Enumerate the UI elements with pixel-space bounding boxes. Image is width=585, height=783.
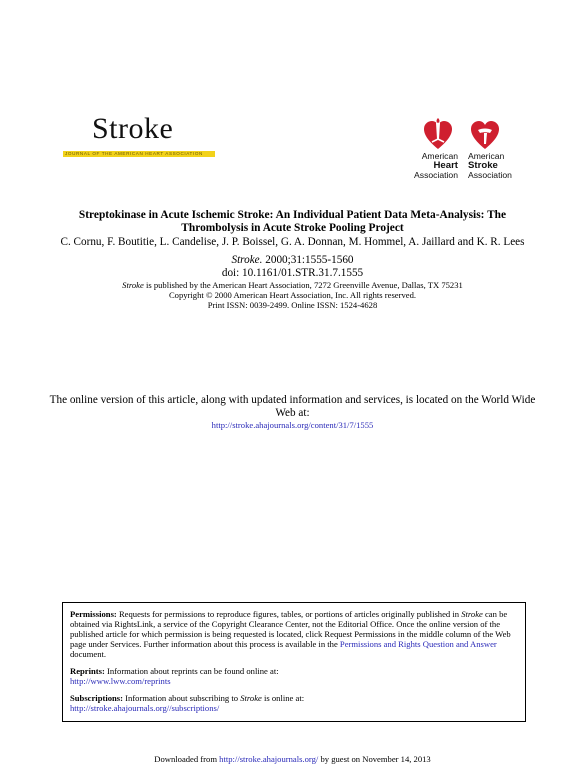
reprints-label: Reprints: (70, 666, 105, 676)
copyright-line: Copyright © 2000 American Heart Association, Inc. All rights reserved. (168, 290, 417, 300)
aha-heart-torch-icon (421, 118, 455, 152)
download-footer (40, 754, 545, 764)
permissions-text1: Requests for permissions to reproduce figures, tables, or portions of articles originally published in (116, 609, 462, 619)
article-title (40, 209, 545, 234)
article-url-link[interactable]: http://stroke.ahajournals.org/content/31/7/1555 (211, 420, 374, 430)
asa-heart-icon (468, 118, 502, 152)
permissions-journal: Stroke (461, 609, 483, 619)
online-version (40, 394, 545, 432)
issn-line: Print ISSN: 0039-2499. Online ISSN: 1524-4628 (207, 300, 378, 310)
publisher-line (40, 280, 545, 290)
footer-suffix: by guest on November 14, 2013 (318, 754, 431, 764)
footer-prefix: Downloaded from (154, 754, 220, 764)
permissions-label: Permissions: (70, 609, 117, 619)
asa-line1: American (468, 151, 505, 161)
article-title-line2: Thrombolysis in Acute Stroke Pooling Project (181, 221, 404, 234)
subscriptions-label: Subscriptions: (70, 693, 124, 703)
article-doi: doi: 10.1161/01.STR.31.7.1555 (221, 267, 364, 279)
aha-line1: American (421, 151, 458, 161)
aha-name (402, 152, 458, 180)
article-authors: C. Cornu, F. Boutitie, L. Candelise, J. P. Boissel, G. A. Donnan, M. Hommel, A. Jaillard and K. R. Lees (60, 236, 525, 248)
citation-journal: Stroke. (231, 254, 263, 266)
asa-name (468, 152, 524, 180)
permissions-text3: document. (70, 649, 107, 659)
article-citation (40, 254, 545, 267)
reprints-text: Information about reprints can be found online at: (104, 666, 279, 676)
asa-line3: Association (468, 169, 512, 180)
article-title-line1: Streptokinase in Acute Ischemic Stroke: An Individual Patient Data Meta-Analysis: The (78, 209, 507, 221)
aha-line2: Heart (433, 160, 458, 172)
subscriptions-link[interactable]: http://stroke.ahajournals.org//subscriptions/ (70, 703, 220, 713)
subscriptions-text1: Information about subscribing to (123, 693, 241, 703)
aha-line3: Association (414, 169, 458, 180)
publisher-journal: Stroke (122, 280, 144, 290)
footer-site-link[interactable]: http://stroke.ahajournals.org/ (219, 754, 319, 764)
permissions-qa-link[interactable]: Permissions and Rights Question and Answer (339, 639, 497, 649)
info-box (62, 602, 526, 722)
publisher-address: is published by the American Heart Association, 7272 Greenville Avenue, Dallas, TX 75231 (143, 280, 463, 290)
reprints-section (70, 666, 518, 686)
permissions-section (70, 609, 518, 659)
journal-logo-wordmark: Stroke (92, 112, 174, 145)
asa-line2: Stroke (468, 160, 498, 172)
online-version-text: The online version of this article, along with updated information and services, is located on the World Wide Web at: (49, 394, 536, 419)
subscriptions-text2: is online at: (261, 693, 305, 703)
publisher-info (40, 280, 545, 310)
citation-volume: 2000;31:1555-1560 (262, 254, 354, 266)
subscriptions-section (70, 693, 518, 713)
subscriptions-journal: Stroke (240, 693, 262, 703)
permissions-text2: can be obtained via RightsLink, a service of the Copyright Clearance Center, not the Editorial Office. Once the online version of the published article for which permission is being requested is located, click Request Permissions in the middle column of the Web page under Services. Further information about this process is available in the (70, 609, 511, 649)
reprints-link[interactable]: http://www.lww.com/reprints (70, 676, 171, 686)
journal-logo-tagline: JOURNAL OF THE AMERICAN HEART ASSOCIATION (65, 151, 203, 156)
